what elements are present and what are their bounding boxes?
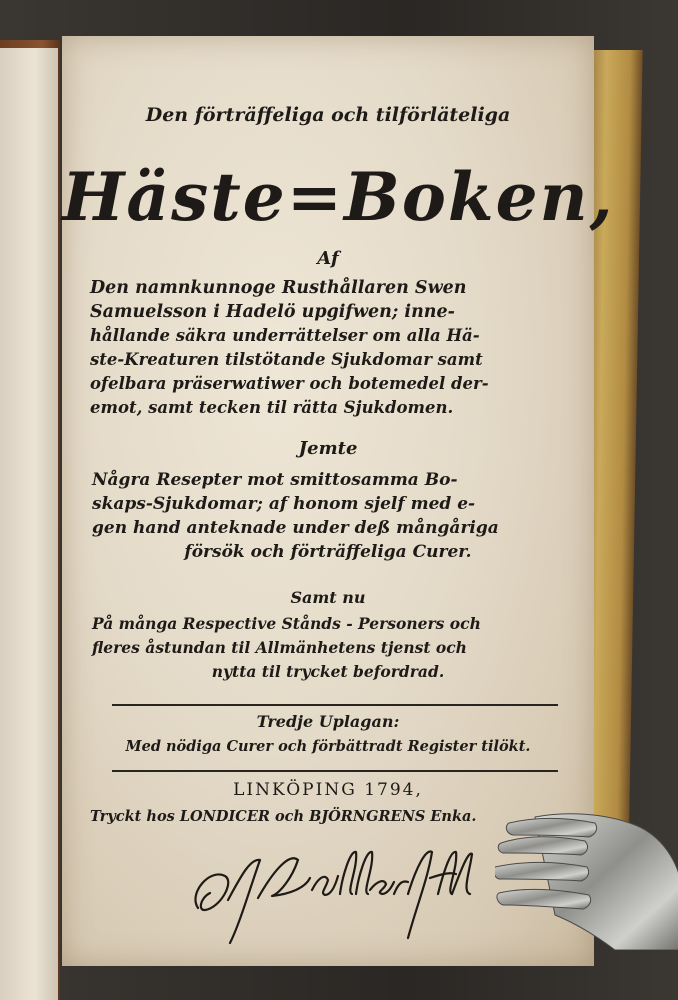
request-line-3: nytta til trycket befordrad. xyxy=(211,662,445,681)
recipe-line-4: försök och förträffeliga Curer. xyxy=(184,542,472,562)
recipe-line-1: Några Resepter mot smittosamma Bo- xyxy=(92,470,458,490)
author-line-1: Den namnkunnoge Rusthållaren Swen xyxy=(90,278,467,298)
main-title: Häste=Boken, xyxy=(62,158,615,236)
author-line-5: ofelbara präserwatiwer och botemedel der- xyxy=(90,374,489,393)
samt-nu-label: Samt nu xyxy=(290,588,366,607)
edition-label: Tredje Uplagan: xyxy=(256,712,400,731)
author-line-3: hållande säkra underrättelser om alla Hä- xyxy=(90,326,480,345)
jemte-label: Jemte xyxy=(298,438,358,459)
divider-bottom xyxy=(112,770,558,772)
recipe-line-2: skaps-Sjukdomar; af honom sjelf med e- xyxy=(92,494,476,514)
imprint-printer: Tryckt hos LONDICER och BJÖRNGRENS Enka. xyxy=(90,808,477,825)
metal-hand-bookmark xyxy=(495,805,678,950)
recipe-line-3: gen hand anteknade under deß mångåriga xyxy=(92,518,499,538)
imprint-place-year: LINKÖPING 1794, xyxy=(233,780,423,800)
request-line-1: På många Respective Stånds - Personers och xyxy=(92,614,481,633)
facing-page-left xyxy=(0,48,58,1000)
author-line-4: ste-Kreaturen tilstötande Sjukdomar samt xyxy=(90,350,483,369)
af-label: Af xyxy=(317,248,339,269)
request-line-2: fleres åstundan til Allmänhetens tjenst och xyxy=(92,638,467,657)
author-line-6: emot, samt tecken til rätta Sjukdomen. xyxy=(90,398,454,417)
author-line-2: Samuelsson i Hadelö upgifwen; inne- xyxy=(90,302,455,322)
title-intro-line: Den förträffeliga och tilförläteliga xyxy=(145,104,511,126)
divider-top xyxy=(112,704,558,706)
edition-note: Med nödiga Curer och förbättradt Register tilökt. xyxy=(125,738,531,755)
handwritten-signature xyxy=(180,838,480,948)
